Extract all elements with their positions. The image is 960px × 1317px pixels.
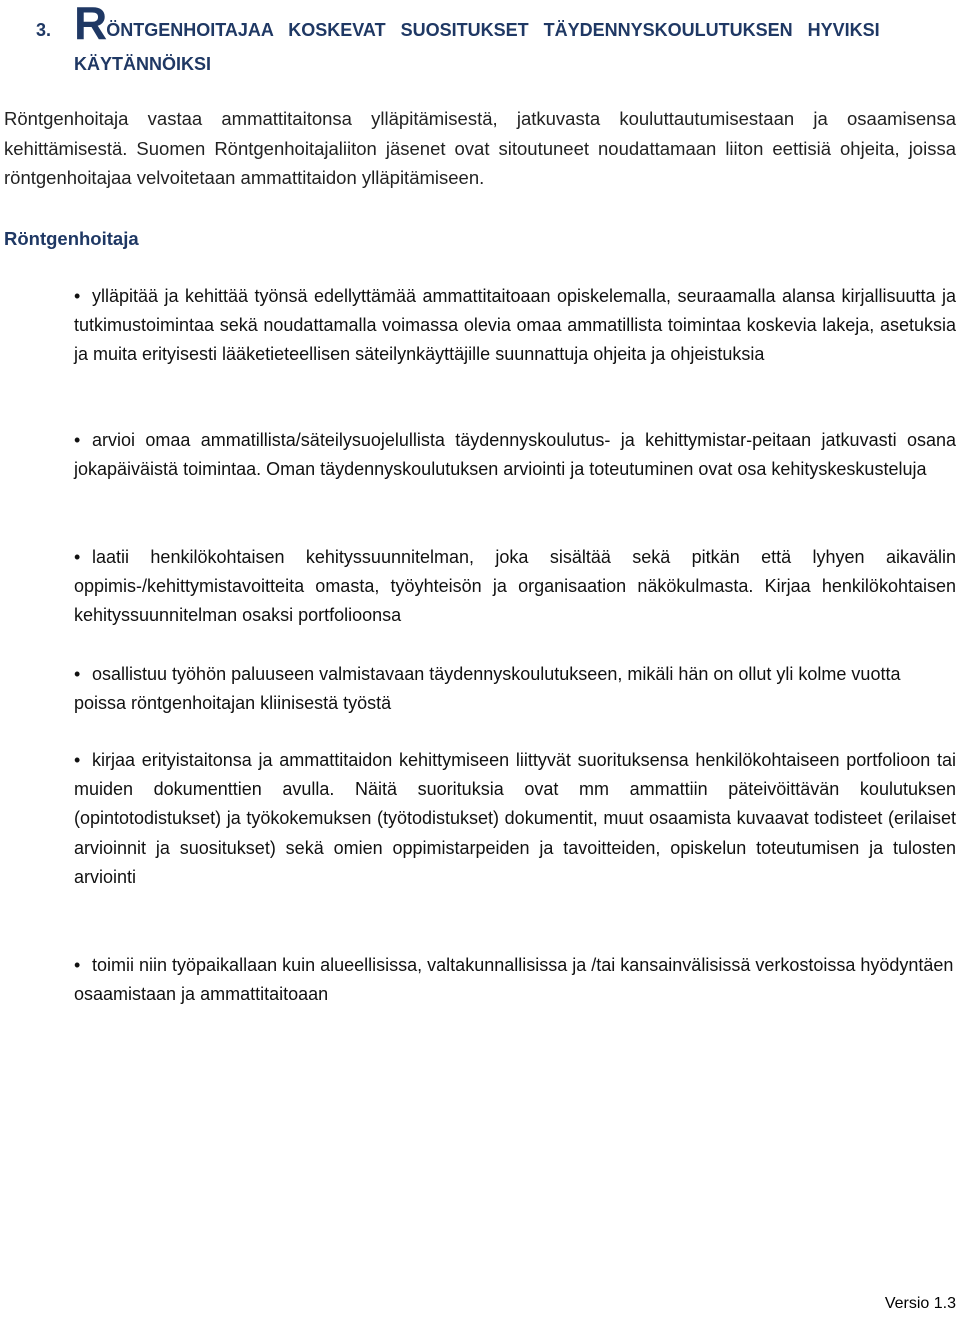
list-item bbox=[74, 746, 956, 892]
bullet-icon: • bbox=[74, 430, 81, 450]
list-item bbox=[74, 426, 956, 484]
list-item bbox=[74, 660, 956, 718]
bullet-icon: • bbox=[74, 664, 81, 684]
list-item-text: toimii niin työpaikallaan kuin alueellisissa, valtakunnallisissa ja /tai kansainvälisissä verkostoissa hyödyntäen osaamistaan ja ammattitaitoaan bbox=[74, 955, 954, 1005]
heading-text-line2: KÄYTÄNNÖIKSI bbox=[74, 54, 212, 74]
list-item-text: laatii henkilökohtaisen kehityssuunnitelman, joka sisältää sekä pitkän että lyhyen aikavälin oppimis-/kehittymistavoitteita omasta, työyhteisön ja organisaation näkökulmasta. Kirjaa henkilökohtaisen kehityssuunnitelman osaksi portfolioonsa bbox=[74, 547, 956, 626]
section-number: 3. bbox=[36, 20, 52, 40]
list-item bbox=[74, 543, 956, 631]
bullet-icon: • bbox=[74, 547, 81, 567]
list-item bbox=[74, 282, 956, 370]
section-heading bbox=[36, 0, 956, 77]
heading-initial: R bbox=[74, 0, 107, 49]
version-label: Versio 1.3 bbox=[884, 1295, 956, 1312]
intro-paragraph: Röntgenhoitaja vastaa ammattitaitonsa ylläpitämisestä, jatkuvasta kouluttautumisestaan ja osaamisensa kehittämisestä. Suomen Röntgenhoitajaliiton jäsenet ovat sitoutuneet noudattamaan liiton eettisiä ohjeita, joissa röntgenhoitajaa velvoitetaan ammattitaidon ylläpitämiseen. bbox=[4, 108, 956, 188]
bullet-icon: • bbox=[74, 286, 81, 306]
list-item-text: kirjaa erityistaitonsa ja ammattitaidon kehittymiseen liittyvät suorituksensa henkilökohtaiseen portfolioon tai muiden dokumenttien avulla. Näitä suorituksia ovat mm ammattiin päteivöittävän koulutuksen (opintotodistukset) ja työkokemuksen (työtodistukset) dokumentit, muut osaamista kuvaavat todisteet (erilaiset arvioinnit ja suositukset) sekä omien oppimistarpeiden ja tavoitteiden, opiskelun toteutumisen ja tulosten arviointi bbox=[74, 750, 956, 887]
heading-text: ÖNTGENHOITAJAA KOSKEVAT SUOSITUKSET TÄYDENNYSKOULUTUKSEN HYVIKSI bbox=[106, 20, 880, 40]
list-item bbox=[74, 951, 956, 1009]
list-item-text: ylläpitää ja kehittää työnsä edellyttämää ammattitaitoaan opiskelemalla, seuraamalla alansa kirjallisuutta ja tutkimustoimintaa sekä noudattamalla voimassa olevia omaa ammatillista toimintaa koskevia lakeja, asetuksia ja muita erityisesti lääketieteellisen säteilynkäyttäjille suunnattuja ohjeita ja ohjeistuksia bbox=[74, 286, 956, 365]
list-item-text: osallistuu työhön paluuseen valmistavaan täydennyskoulutukseen, mikäli hän on ollut yli kolme vuotta poissa röntgenhoitajan kliinisestä työstä bbox=[74, 664, 901, 714]
list-item-text: arvioi omaa ammatillista/säteilysuojelullista täydennyskoulutus- ja kehittymistar-peitaan jatkuvasti osana jokapäiväistä toimintaa. Oman täydennyskoulutuksen arviointi ja toteutuminen ovat osa kehityskeskusteluja bbox=[74, 430, 956, 480]
subheading: Röntgenhoitaja bbox=[4, 228, 139, 249]
bullet-icon: • bbox=[74, 750, 81, 770]
bullet-icon: • bbox=[74, 955, 81, 975]
